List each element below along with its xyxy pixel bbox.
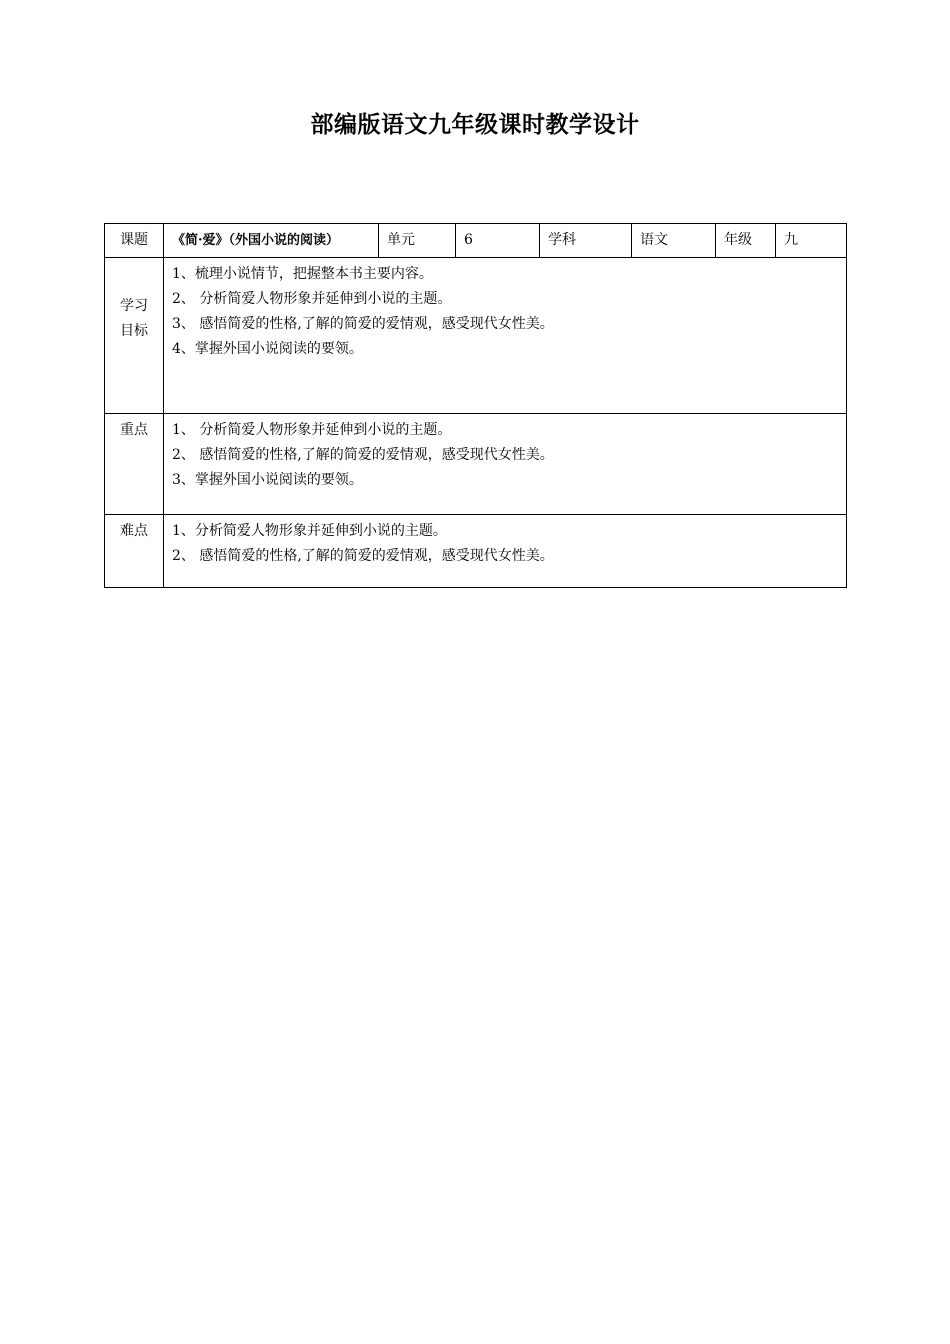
grade-value: 九 [776, 224, 847, 258]
goal-item: 2、 分析简爱人物形象并延伸到小说的主题。 [172, 291, 452, 307]
key-point-item: 2、 感悟简爱的性格,了解的简爱的爱情观，感受现代女性美。 [172, 447, 554, 463]
difficulties-content [164, 515, 847, 588]
key-point-item: 3、掌握外国小说阅读的要领。 [172, 472, 363, 488]
goals-label-line1: 学习 [120, 298, 148, 314]
goal-item: 3、 感悟简爱的性格,了解的简爱的爱情观，感受现代女性美。 [172, 316, 554, 332]
topic-value: 《简·爱》（外国小说的阅读） [164, 224, 379, 258]
lesson-plan-table [104, 223, 847, 588]
difficulties-label: 难点 [105, 515, 164, 588]
key-points-content [164, 414, 847, 515]
key-points-label: 重点 [105, 414, 164, 515]
document-title: 部编版语文九年级课时教学设计 [310, 112, 640, 138]
grade-label: 年级 [716, 224, 776, 258]
goal-item: 4、掌握外国小说阅读的要领。 [172, 341, 363, 357]
goals-label [105, 258, 164, 414]
goals-label-line2: 目标 [120, 323, 148, 339]
goals-content [164, 258, 847, 414]
subject-value: 语文 [632, 224, 716, 258]
difficulties-row [105, 515, 847, 588]
key-point-item: 1、 分析简爱人物形象并延伸到小说的主题。 [172, 422, 452, 438]
goals-row [105, 258, 847, 414]
subject-label: 学科 [540, 224, 632, 258]
key-points-row [105, 414, 847, 515]
topic-label: 课题 [105, 224, 164, 258]
difficulty-item: 1、分析简爱人物形象并延伸到小说的主题。 [172, 523, 447, 539]
unit-value: 6 [456, 224, 540, 258]
difficulty-item: 2、 感悟简爱的性格,了解的简爱的爱情观，感受现代女性美。 [172, 548, 554, 564]
unit-label: 单元 [379, 224, 456, 258]
header-row [105, 224, 847, 258]
goal-item: 1、梳理小说情节，把握整本书主要内容。 [172, 266, 433, 282]
